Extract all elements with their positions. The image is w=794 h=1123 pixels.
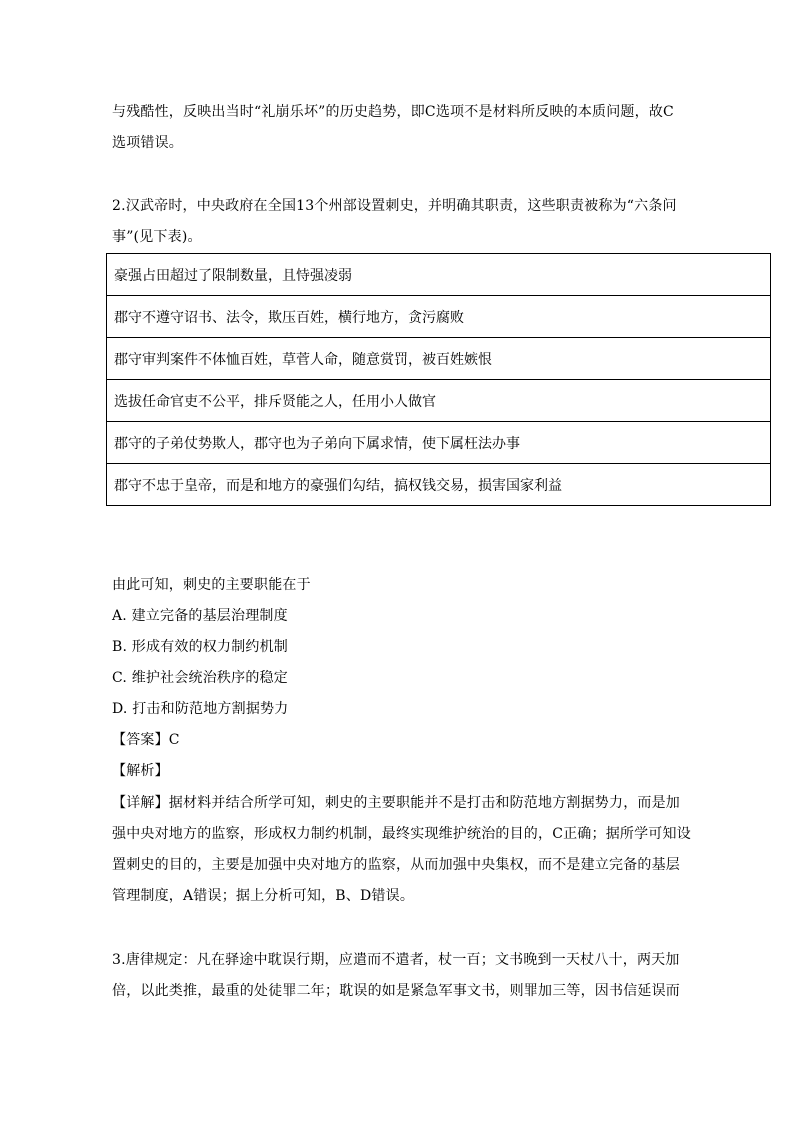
table-row — [107, 464, 771, 506]
option-a: A. 建立完备的基层治理制度 — [112, 608, 288, 624]
analysis-line: 强中央对地方的监察，形成权力制约机制，最终实现维护统治的目的，C正确；据所学可知设 — [112, 826, 691, 842]
analysis-heading: 【解析】 — [112, 763, 169, 779]
table-cell: 豪强占田超过了限制数量，且恃强凌弱 — [107, 254, 771, 296]
analysis-line: 管理制度，A错误；据上分析可知，B、D错误。 — [112, 888, 415, 904]
paragraph-line: 选项错误。 — [112, 135, 183, 151]
question-2-stem: 事”(见下表)。 — [112, 229, 202, 245]
table-row — [107, 380, 771, 422]
option-b: B. 形成有效的权力制约机制 — [112, 639, 288, 655]
question-3-stem: 3.唐律规定：凡在驿途中耽误行期，应遣而不遣者，杖一百；文书晚到一天杖八十，两天加 — [112, 952, 680, 968]
analysis-line: 【详解】据材料并结合所学可知，刺史的主要职能并不是打击和防范地方割据势力，而是加 — [112, 795, 680, 811]
table-cell: 郡守的子弟仗势欺人，郡守也为子弟向下属求情，使下属枉法办事 — [107, 422, 771, 464]
analysis-line: 置刺史的目的，主要是加强中央对地方的监察，从而加强中央集权，而不是建立完备的基层 — [112, 857, 680, 873]
paragraph-line: 与残酷性，反映出当时“礼崩乐坏”的历史趋势，即C选项不是材料所反映的本质问题，故C — [112, 104, 674, 120]
table-cell: 郡守不忠于皇帝，而是和地方的豪强们勾结，搞权钱交易，损害国家利益 — [107, 464, 771, 506]
option-c: C. 维护社会统治秩序的稳定 — [112, 670, 288, 686]
table-cell: 选拔任命官吏不公平，排斥贤能之人，任用小人做官 — [107, 380, 771, 422]
table-cell: 郡守不遵守诏书、法令，欺压百姓，横行地方，贪污腐败 — [107, 296, 771, 338]
table-row — [107, 422, 771, 464]
table-row — [107, 296, 771, 338]
table-row — [107, 338, 771, 380]
question-2-stem: 2.汉武帝时，中央政府在全国13个州部设置刺史，并明确其职责，这些职责被称为“六条问 — [112, 198, 677, 214]
table-row — [107, 254, 771, 296]
question-3-stem: 倍，以此类推，最重的处徒罪二年；耽误的如是紧急军事文书，则罪加三等，因书信延误而 — [112, 983, 680, 999]
table-cell: 郡守审判案件不体恤百姓，草菅人命，随意赏罚，被百姓嫉恨 — [107, 338, 771, 380]
six-duties-table — [106, 253, 771, 506]
answer-line: 【答案】C — [112, 732, 180, 748]
question-prompt: 由此可知，刺史的主要职能在于 — [112, 577, 311, 593]
option-d: D. 打击和防范地方割据势力 — [112, 701, 289, 717]
